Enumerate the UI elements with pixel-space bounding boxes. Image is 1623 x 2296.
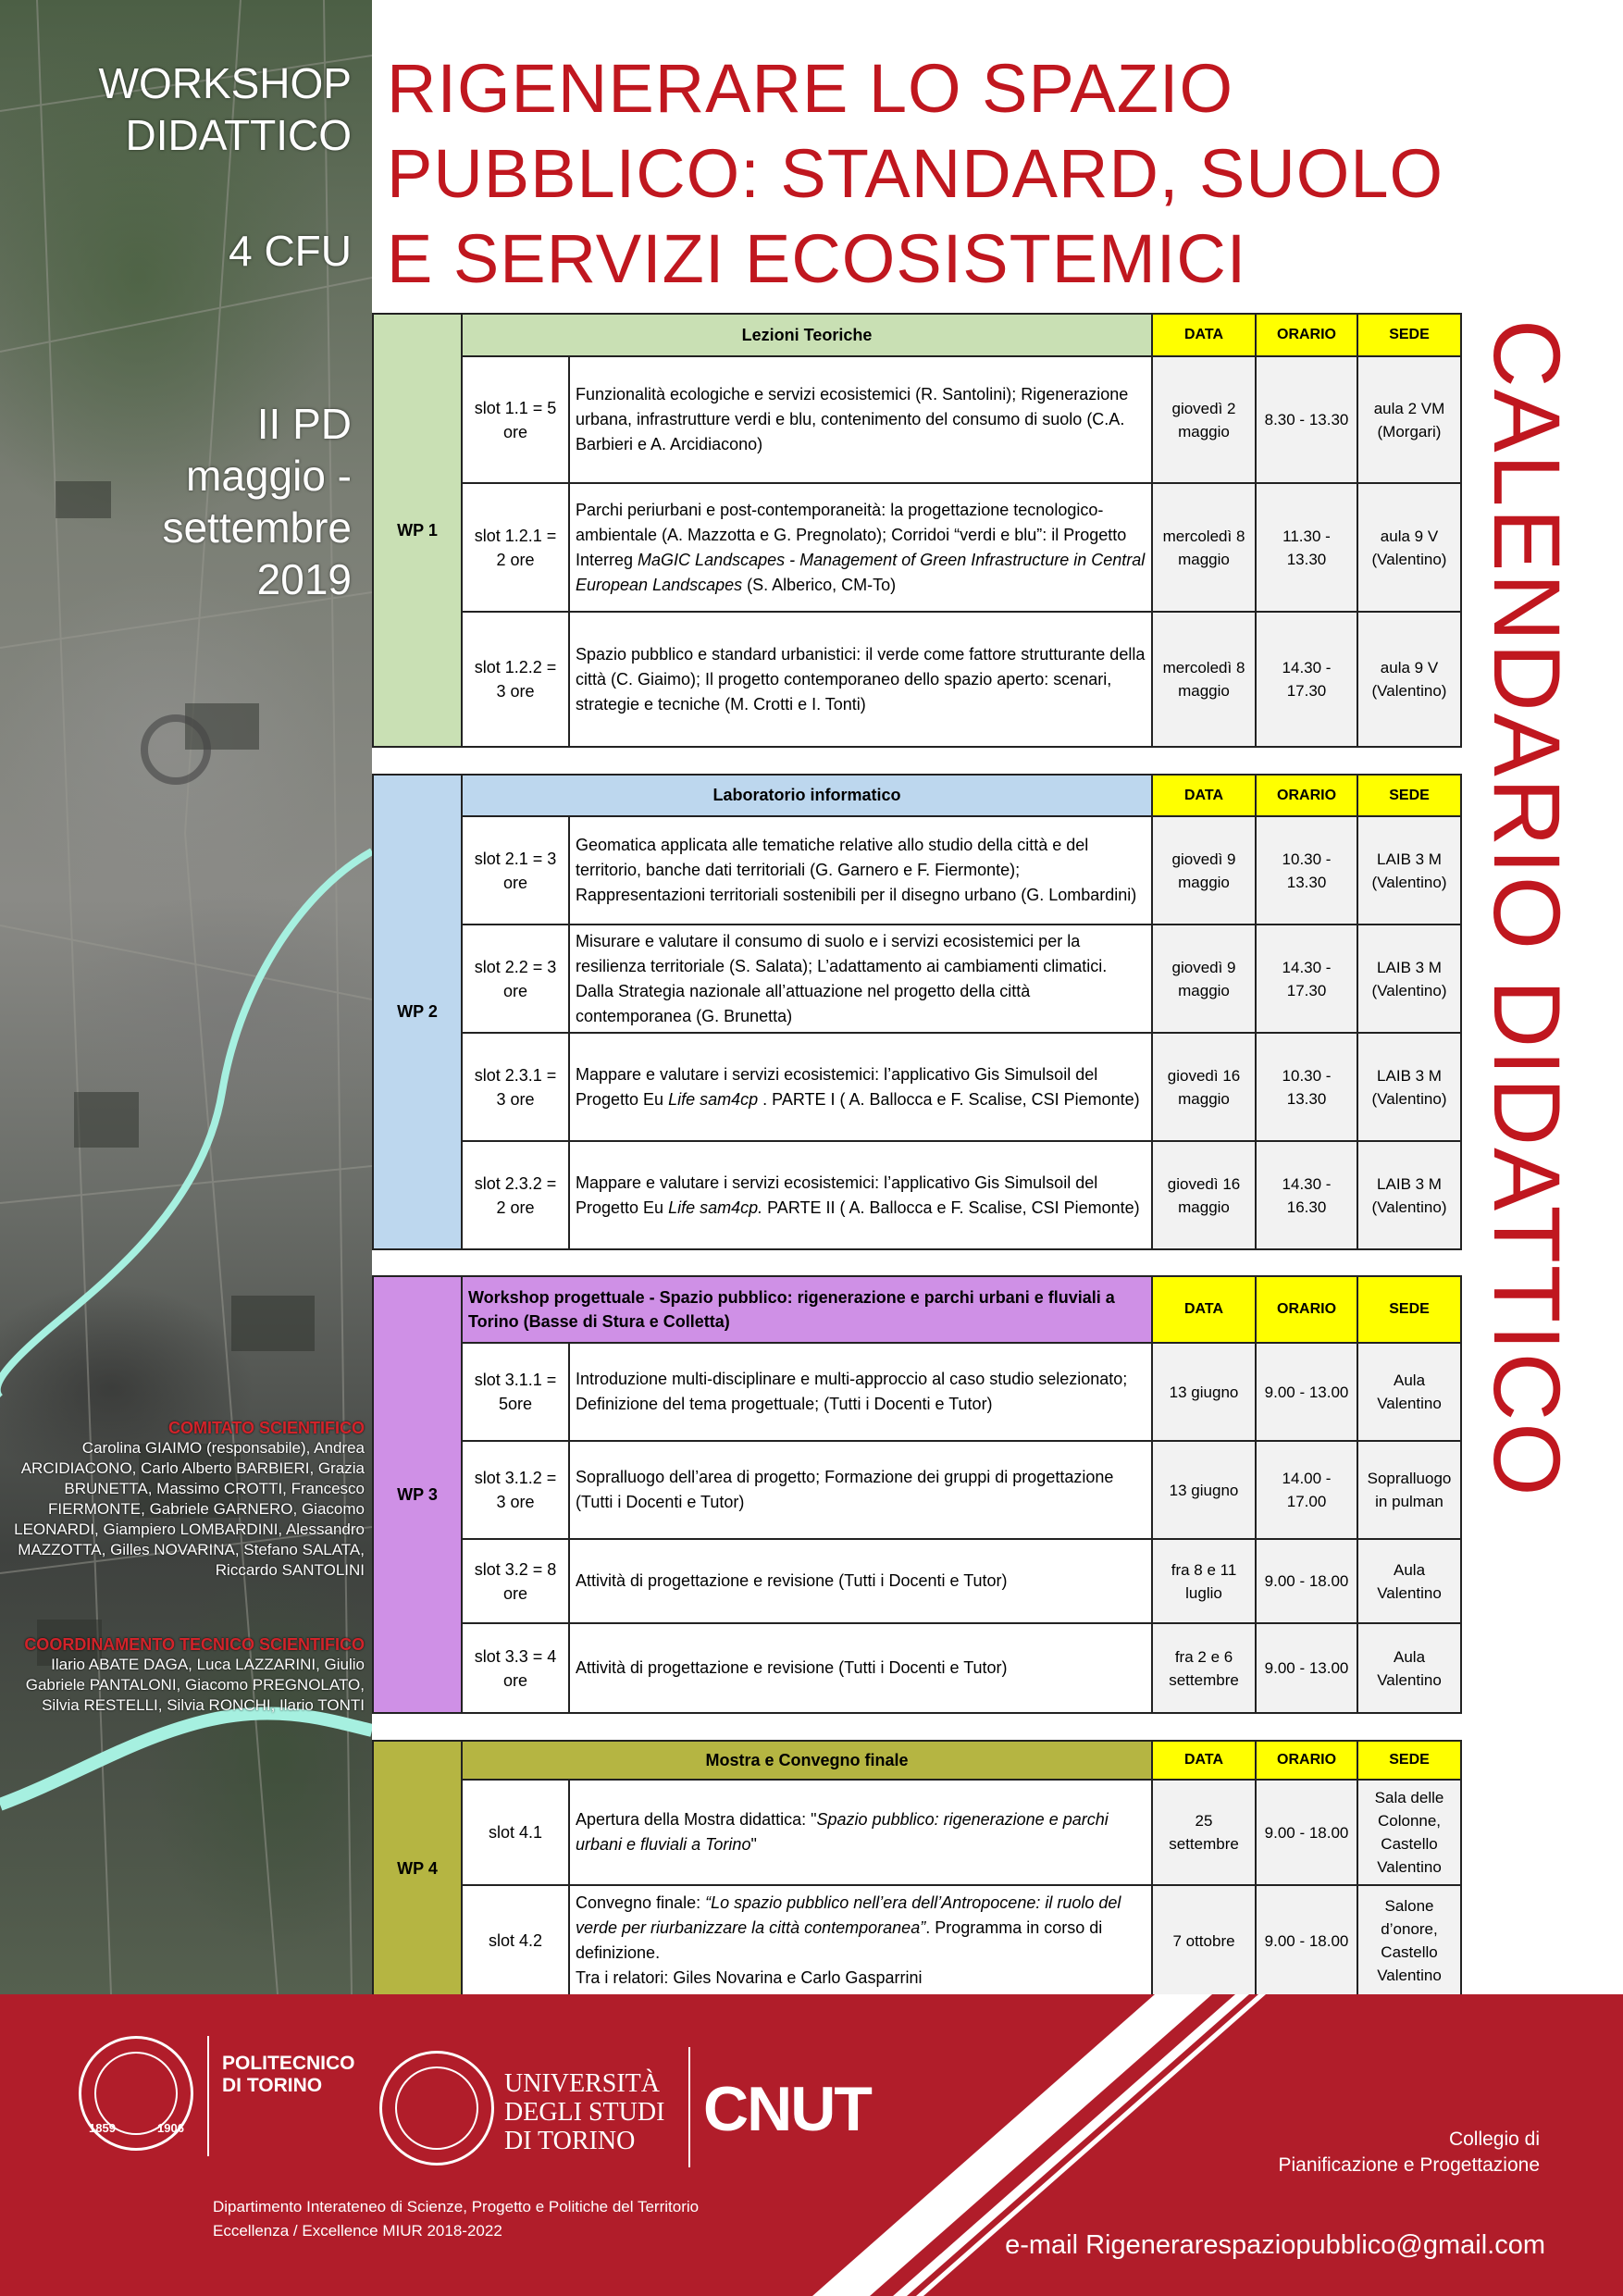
divider [688,2047,690,2167]
cnut-logo-icon [703,2077,888,2141]
table-row: slot 2.1 = 3 ore Geomatica applicata alle tematiche relative allo studio della città e del territorio, banche dati territoriali (G. Garnero e F. Fiermonte); Rappresentazioni territoriali sostenibili per il disegno urbano (G. Lombardini) giovedì 9 maggio 10.30 - 13.30 LAIB 3 M (Valentino) [373,816,1461,925]
table-row: slot 1.2.1 = 2 ore Parchi periurbani e post-contemporaneità: la progettazione tecnologico-ambientale (A. Mazzotta e G. Pregnolato); Corridoi “verdi e blu”: il Progetto Interreg MaGIC Landscapes - Management of Green Infrastructure in Central European Landscapes (S. Alberico, CM-To) mercoledì 8 maggio 11.30 - 13.30 aula 9 V (Valentino) [373,483,1461,612]
section-title: Workshop progettuale - Spazio pubblico: rigenerazione e parchi urbani e fluviali a Torino (Basse di Stura e Colletta) [462,1276,1152,1343]
cnut-logo-text: CNUT [703,2077,871,2141]
divider [207,2036,209,2156]
period-label: II PD maggio - settembre 2019 [162,400,352,603]
scientific-committee [13,1418,365,1581]
table-row: slot 2.3.2 = 2 ore Mappare e valutare i servizi ecosistemici: l’applicativo Gis Simulsoil del Progetto Eu Life sam4cp. PARTE II ( A. Ballocca e F. Scalise, CSI Piemonte) giovedì 16 maggio 14.30 - 16.30 LAIB 3 M (Valentino) [373,1141,1461,1249]
committee-heading: COMITATO SCIENTIFICO [168,1419,365,1437]
table-row: slot 1.2.2 = 3 ore Spazio pubblico e standard urbanistici: il verde come fattore strutturante della città (C. Giaimo); Il progetto contemporaneo dello spazio aperto: scenari, strategie e tecniche (M. Crotti e I. Tonti) mercoledì 8 maggio 14.30 - 17.30 aula 9 V (Valentino) [373,612,1461,747]
unito-seal-icon [379,2051,494,2166]
technical-coordination [13,1634,365,1716]
table-row: slot 3.1.1 = 5ore Introduzione multi-disciplinare e multi-approccio al caso studio selezionato; Definizione del tema progettuale; (Tutti i Docenti e Tutor) 13 giugno 9.00 - 13.00 Aula Valentino [373,1343,1461,1441]
cfu-label: 4 CFU [229,227,352,275]
table-row: slot 1.1 = 5 ore Funzionalità ecologiche e servizi ecosistemici (R. Santolini); Rigenerazione urbana, infrastrutture verdi e blu, contenimento del consumo di suolo (C.A. Barbieri e A. Arcidiacono) giovedì 2 maggio 8.30 - 13.30 aula 2 VM (Morgari) [373,356,1461,483]
table-row: slot 4.2 Convegno finale: “Lo spazio pubblico nell’era dell’Antropocene: il ruolo del verde per riurbanizzare la città contemporanea”. Programma in corso di definizione. Tra i relatori: Giles Novarina e Carlo Gasparrini 7 ottobre 9.00 - 18.00 Salone d’onore, Castello Valentino [373,1885,1461,1996]
satellite-sidebar [0,0,372,1994]
polito-seal-year-left: 1859 [89,2121,116,2135]
coordination-heading: COORDINAMENTO TECNICO SCIENTIFICO [24,1635,365,1654]
email-link[interactable]: e-mail Rigenerarespaziopubblico@gmail.com [1005,2230,1545,2260]
unito-logo-text: UNIVERSITÀ DEGLI STUDI DI TORINO [504,2069,665,2155]
committee-members: Carolina GIAIMO (responsabile), Andrea ARCIDIACONO, Carlo Alberto BARBIERI, Grazia BRUNETTA, Massimo CROTTI, Francesco FIERMONTE, Gabriele GARNERO, Giacomo LEONARDI, Giampiero LOMBARDINI, Alessandro MAZZOTTA, Gilles NOVARINA, Stefano SALATA, Riccardo SANTOLINI [14,1439,365,1579]
polito-seal-year-right: 1906 [157,2121,184,2135]
page-title: RIGENERARE LO SPAZIO PUBBLICO: STANDARD, SUOLO E SERVIZI ECOSISTEMICI [387,50,1444,297]
wp-label: WP 3 [373,1276,462,1713]
section-title: Mostra e Convegno finale [462,1741,1152,1780]
table-row: slot 3.1.2 = 3 ore Sopralluogo dell’area di progetto; Formazione dei gruppi di progettazione (Tutti i Docenti e Tutor) 13 giugno 14.00 - 17.00 Sopralluogo in pulman [373,1441,1461,1539]
wp2-block: WP 2 Laboratorio informatico DATA ORARIO SEDE slot 2.1 = 3 ore Geomatica applicata alle tematiche relative allo studio della città e del territorio, banche dati territoriali (G. Garnero e F. Fiermonte); Rappresentazioni territoriali sostenibili per il disegno urbano (G. Lombardini) giovedì 9 maggio 10.30 - 13.30 LAIB 3 M (Valentino) slot 2.2 = 3 ore Misurare e valutare il consumo di suolo e i servizi ecosistemici per la resilienza territoriale (S. Salata); L’adattamento ai cambiamenti climatici. Dalla Strategia nazionale all’attuazione nel progetto della città contemporanea (G. Brunetta) giovedì 9 maggio 14.30 - 17.30 LAIB 3 M (Valentino) slot 2.3.1 = 3 ore Mappare e valutare i servizi ecosistemici: l’applicativo Gis Simulsoil del Progetto Eu Life sam4cp . PARTE I ( A. Ballocca e F. Scalise, CSI Piemonte) giovedì 16 maggio 10.30 - 13.30 LAIB 3 M (Valentino) slot 2.3.2 = 2 ore Mappare e valutare i servizi ecosistemici: l’applicativo Gis Simulsoil del Progetto Eu Life sam4cp. PARTE II ( A. Ballocca e F. Scalise, CSI Piemonte) giovedì 16 maggio 14.30 - 16.30 LAIB 3 M (Valentino) [372,774,1460,1250]
coordination-members: Ilario ABATE DAGA, Luca LAZZARINI, Giulio Gabriele PANTALONI, Giacomo PREGNOLATO, Silvia RESTELLI, Silvia RONCHI, Ilario TONTI [25,1656,365,1714]
table-row: slot 2.2 = 3 ore Misurare e valutare il consumo di suolo e i servizi ecosistemici per la resilienza territoriale (S. Salata); L’adattamento ai cambiamenti climatici. Dalla Strategia nazionale all’attuazione nel progetto della città contemporanea (G. Brunetta) giovedì 9 maggio 14.30 - 17.30 LAIB 3 M (Valentino) [373,925,1461,1033]
wp-label: WP 2 [373,775,462,1249]
table-row: slot 4.1 Apertura della Mostra didattica: "Spazio pubblico: rigenerazione e parchi urbani e fluviali a Torino" 25 settembre 9.00 - 18.00 Sala delle Colonne, Castello Valentino [373,1780,1461,1885]
collegio-label: Collegio di Pianificazione e Progettazione [1278,2128,1540,2176]
wp-label: WP 1 [373,314,462,747]
table-row: slot 3.3 = 4 ore Attività di progettazione e revisione (Tutti i Docenti e Tutor) fra 2 e 6 settembre 9.00 - 13.00 Aula Valentino [373,1623,1461,1713]
wp4-block: WP 4 Mostra e Convegno finale DATA ORARIO SEDE slot 4.1 Apertura della Mostra didattica: "Spazio pubblico: rigenerazione e parchi urbani e fluviali a Torino" 25 settembre 9.00 - 18.00 Sala delle Colonne, Castello Valentino slot 4.2 Convegno finale: “Lo spazio pubblico nell’era dell’Antropocene: il ruolo del verde per riurbanizzare la città contemporanea”. Programma in corso di definizione. Tra i relatori: Giles Novarina e Carlo Gasparrini 7 ottobre 9.00 - 18.00 Salone d’onore, Castello Valentino [372,1740,1460,1997]
header-data: DATA [1152,314,1256,356]
section-title: Lezioni Teoriche [462,314,1152,356]
wp3-block: WP 3 Workshop progettuale - Spazio pubblico: rigenerazione e parchi urbani e fluviali a Torino (Basse di Stura e Colletta) DATA ORARIO SEDE slot 3.1.1 = 5ore Introduzione multi-disciplinare e multi-approccio al caso studio selezionato; Definizione del tema progettuale; (Tutti i Docenti e Tutor) 13 giugno 9.00 - 13.00 Aula Valentino slot 3.1.2 = 3 ore Sopralluogo dell’area di progetto; Formazione dei gruppi di progettazione (Tutti i Docenti e Tutor) 13 giugno 14.00 - 17.00 Sopralluogo in pulman slot 3.2 = 8 ore Attività di progettazione e revisione (Tutti i Docenti e Tutor) fra 8 e 11 luglio 9.00 - 18.00 Aula Valentino slot 3.3 = 4 ore Attività di progettazione e revisione (Tutti i Docenti e Tutor) fra 2 e 6 settembre 9.00 - 13.00 Aula Valentino [372,1275,1460,1714]
table-row: slot 2.3.1 = 3 ore Mappare e valutare i servizi ecosistemici: l’applicativo Gis Simulsoil del Progetto Eu Life sam4cp . PARTE I ( A. Ballocca e F. Scalise, CSI Piemonte) giovedì 16 maggio 10.30 - 13.30 LAIB 3 M (Valentino) [373,1033,1461,1141]
wp-label: WP 4 [373,1741,462,1996]
table-row: slot 3.2 = 8 ore Attività di progettazione e revisione (Tutti i Docenti e Tutor) fra 8 e 11 luglio 9.00 - 18.00 Aula Valentino [373,1539,1461,1623]
header-orario: ORARIO [1256,314,1357,356]
wp1-block [372,313,1460,748]
vertical-title: CALENDARIO DIDATTICO [1474,319,1580,1498]
section-title: Laboratorio informatico [462,775,1152,816]
department-label: Dipartimento Interateneo di Scienze, Progetto e Politiche del Territorio Eccellenza / Excellence MIUR 2018-2022 [213,2198,700,2240]
workshop-label: WORKSHOP DIDATTICO [98,59,352,159]
polito-logo-text: POLITECNICO DI TORINO [222,2053,355,2096]
header-sede: SEDE [1357,314,1461,356]
